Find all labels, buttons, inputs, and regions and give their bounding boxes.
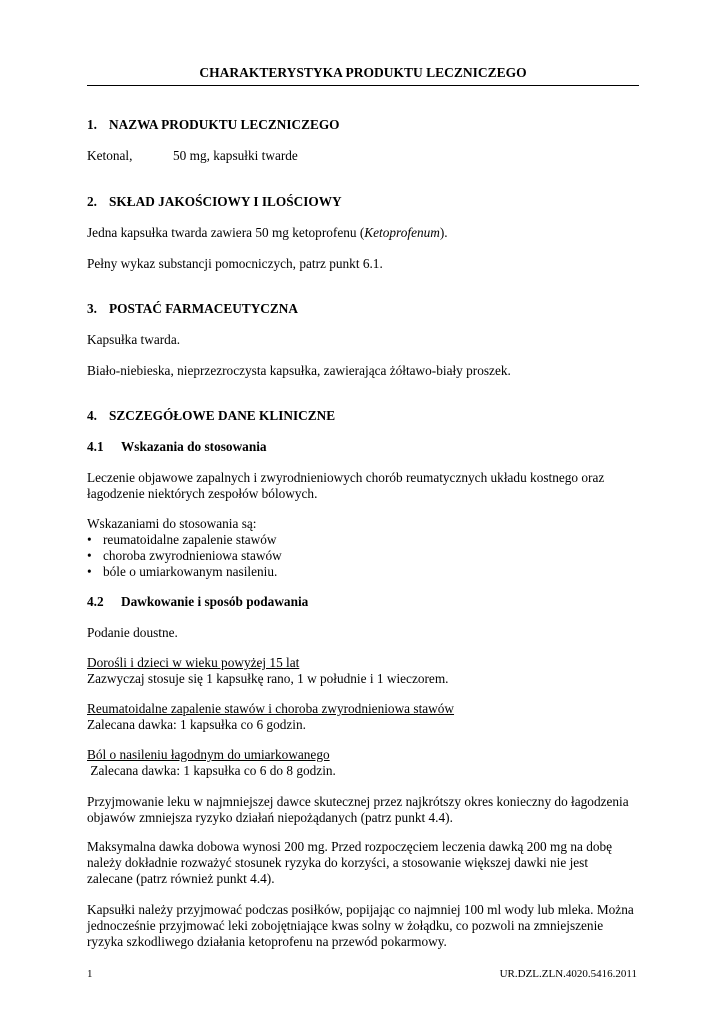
composition-paragraph — [87, 225, 448, 241]
section-4-1-heading — [87, 439, 267, 455]
section-4-title: SZCZEGÓŁOWE DANE KLINICZNE — [109, 408, 336, 423]
indications-paragraph — [87, 470, 643, 502]
section-4-2-heading — [87, 594, 308, 610]
ra-dosage-text: Zalecana dawka: 1 kapsułka co 6 godzin. — [87, 717, 306, 732]
pain-dosage-text: Zalecana dawka: 1 kapsułka co 6 do 8 godzin. — [87, 763, 336, 778]
bullet-icon: • — [87, 532, 92, 547]
page-number: 1 — [87, 968, 93, 980]
appearance-paragraph: Biało-niebieska, nieprzezroczysta kapsułka, zawierająca żółtawo-biały proszek. — [87, 363, 511, 378]
indications-list — [87, 532, 282, 580]
product-name: Ketonal, — [87, 148, 133, 163]
section-2-title: SKŁAD JAKOŚCIOWY I ILOŚCIOWY — [109, 194, 342, 209]
section-1-heading — [87, 117, 340, 133]
paragraph-line: ryzyka szkodliwego działania ketoprofenu na przewód pokarmowy. — [87, 934, 447, 949]
paragraph-line: Maksymalna dawka dobowa wynosi 200 mg. Przed rozpoczęciem leczenia dawką 200 mg na dobę — [87, 839, 613, 854]
list-item: • reumatoidalne zapalenie stawów — [87, 532, 277, 547]
paragraph-line: zalecane (patrz również punkt 4.4). — [87, 871, 275, 886]
section-4-number: 4. — [87, 408, 97, 423]
pain-subheading: Ból o nasileniu łagodnym do umiarkowanego — [87, 747, 330, 762]
minimum-dose-paragraph — [87, 794, 643, 826]
section-3-heading — [87, 301, 298, 317]
paragraph-line: jednocześnie przyjmować leki zobojętniające kwas solny w żołądku, co pozwoli na zmniejszenie — [87, 918, 604, 933]
adults-dosage-text: Zazwyczaj stosuje się 1 kapsułkę rano, 1 w południe i 1 wieczorem. — [87, 671, 449, 686]
paragraph-line: objawów zmniejsza ryzyko działań niepożądanych (patrz punkt 4.4). — [87, 810, 453, 825]
indications-list-intro: Wskazaniami do stosowania są: — [87, 516, 257, 531]
section-3-title: POSTAĆ FARMACEUTYCZNA — [109, 301, 298, 316]
section-1-title: NAZWA PRODUKTU LECZNICZEGO — [109, 117, 340, 132]
section-4-heading — [87, 408, 335, 424]
section-4-2-number: 4.2 — [87, 594, 104, 609]
section-4-1-title: Wskazania do stosowania — [121, 439, 267, 454]
composition-text-pre: Jedna kapsułka twarda zawiera 50 mg ketoprofenu ( — [87, 225, 365, 240]
list-item: • choroba zwyrodnieniowa stawów — [87, 548, 282, 563]
excipients-paragraph: Pełny wykaz substancji pomocniczych, patrz punkt 6.1. — [87, 256, 383, 271]
bullet-icon: • — [87, 564, 92, 579]
section-4-2-title: Dawkowanie i sposób podawania — [121, 594, 309, 609]
document-code: UR.DZL.ZLN.4020.5416.2011 — [499, 968, 637, 980]
adults-subheading: Dorośli i dzieci w wieku powyżej 15 lat — [87, 655, 300, 670]
paragraph-line: Kapsułki należy przyjmować podczas posiłków, popijając co najmniej 100 ml wody lub mleka. Można — [87, 902, 634, 917]
paragraph-line: należy dokładnie rozważyć stosunek ryzyka do korzyści, a stosowanie większej dawki nie jest — [87, 855, 589, 870]
list-item: • bóle o umiarkowanym nasileniu. — [87, 564, 278, 579]
product-name-line — [87, 148, 298, 164]
composition-latin-name: Ketoprofenum — [364, 225, 440, 240]
paragraph-line: łagodzenie niektórych zespołów bólowych. — [87, 486, 318, 501]
section-2-heading — [87, 194, 342, 210]
maximum-dose-paragraph — [87, 839, 643, 887]
section-4-1-number: 4.1 — [87, 439, 104, 454]
product-form: 50 mg, kapsułki twarde — [173, 148, 298, 163]
section-3-number: 3. — [87, 301, 97, 316]
food-intake-paragraph — [87, 902, 643, 950]
title-underline-rule — [87, 85, 639, 86]
route-paragraph: Podanie doustne. — [87, 625, 178, 640]
paragraph-line: Leczenie objawowe zapalnych i zwyrodnieniowych chorób reumatycznych układu kostnego oraz — [87, 470, 605, 485]
document-title: CHARAKTERYSTYKA PRODUKTU LECZNICZEGO — [199, 65, 527, 80]
section-1-number: 1. — [87, 117, 97, 132]
bullet-icon: • — [87, 548, 92, 563]
composition-text-post: ). — [439, 225, 448, 240]
form-paragraph: Kapsułka twarda. — [87, 332, 181, 347]
ra-subheading: Reumatoidalne zapalenie stawów i choroba zwyrodnieniowa stawów — [87, 701, 455, 716]
section-2-number: 2. — [87, 194, 97, 209]
paragraph-line: Przyjmowanie leku w najmniejszej dawce skutecznej przez najkrótszy okres konieczny do łagodzenia — [87, 794, 629, 809]
